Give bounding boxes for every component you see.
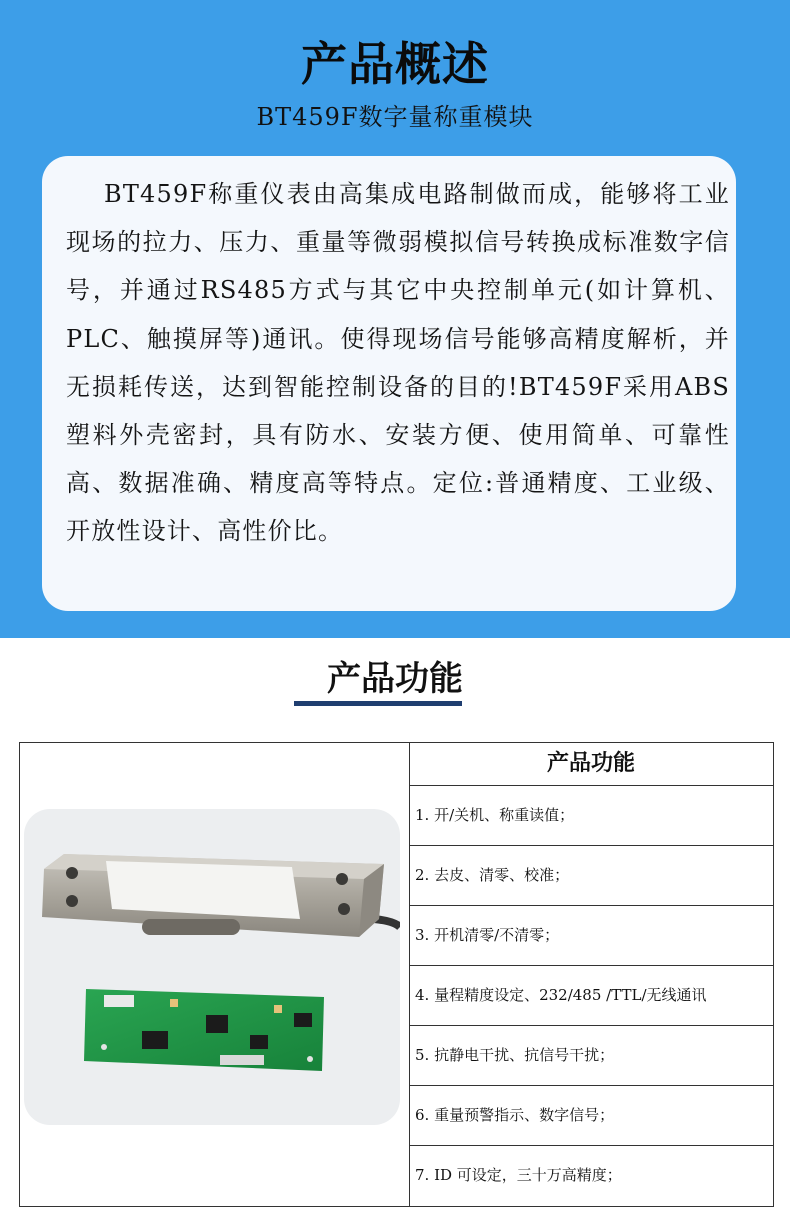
description-card <box>42 156 736 611</box>
table-header: 产品功能 <box>409 743 773 786</box>
function-item: 5. 抗静电干扰、抗信号干扰； <box>409 1026 773 1086</box>
function-item: 3. 开机清零/不清零； <box>409 906 773 966</box>
title-underline <box>294 701 462 706</box>
function-item: 2. 去皮、清零、校准； <box>409 846 773 906</box>
product-image-cell <box>20 743 410 1206</box>
load-cell-and-pcb-image <box>24 809 400 1125</box>
description-text: BT459F称重仪表由高集成电路制做而成，能够将工业现场的拉力、压力、重量等微弱模拟信号转换成标准数字信号，并通过RS485方式与其它中央控制单元(如计算机、PLC、触摸屏等)通讯。使得现场信号能够高精度解析，并无损耗传送，达到智能控制设备的目的!BT459F采用ABS塑料外壳密封，具有防水、安装方便、使用简单、可靠性高、数据准确、精度高等特点。定位:普通精度、工业级、开放性设计、高性价比。 <box>66 180 730 546</box>
function-item: 6. 重量预警指示、数字信号； <box>409 1086 773 1146</box>
function-item: 7. ID 可设定，三十万高精度； <box>415 1166 622 1184</box>
overview-subtitle: BT459F数字量称重模块 <box>256 103 534 131</box>
function-item: 1. 开/关机、称重读值； <box>409 786 773 846</box>
functions-list <box>409 743 773 1206</box>
functions-table <box>19 742 774 1207</box>
functions-section-title: 产品功能 <box>327 659 463 699</box>
overview-title: 产品概述 <box>301 37 489 91</box>
function-item: 4. 量程精度设定、232/485 /TTL/无线通讯 <box>409 966 773 1026</box>
product-photo <box>24 809 400 1125</box>
